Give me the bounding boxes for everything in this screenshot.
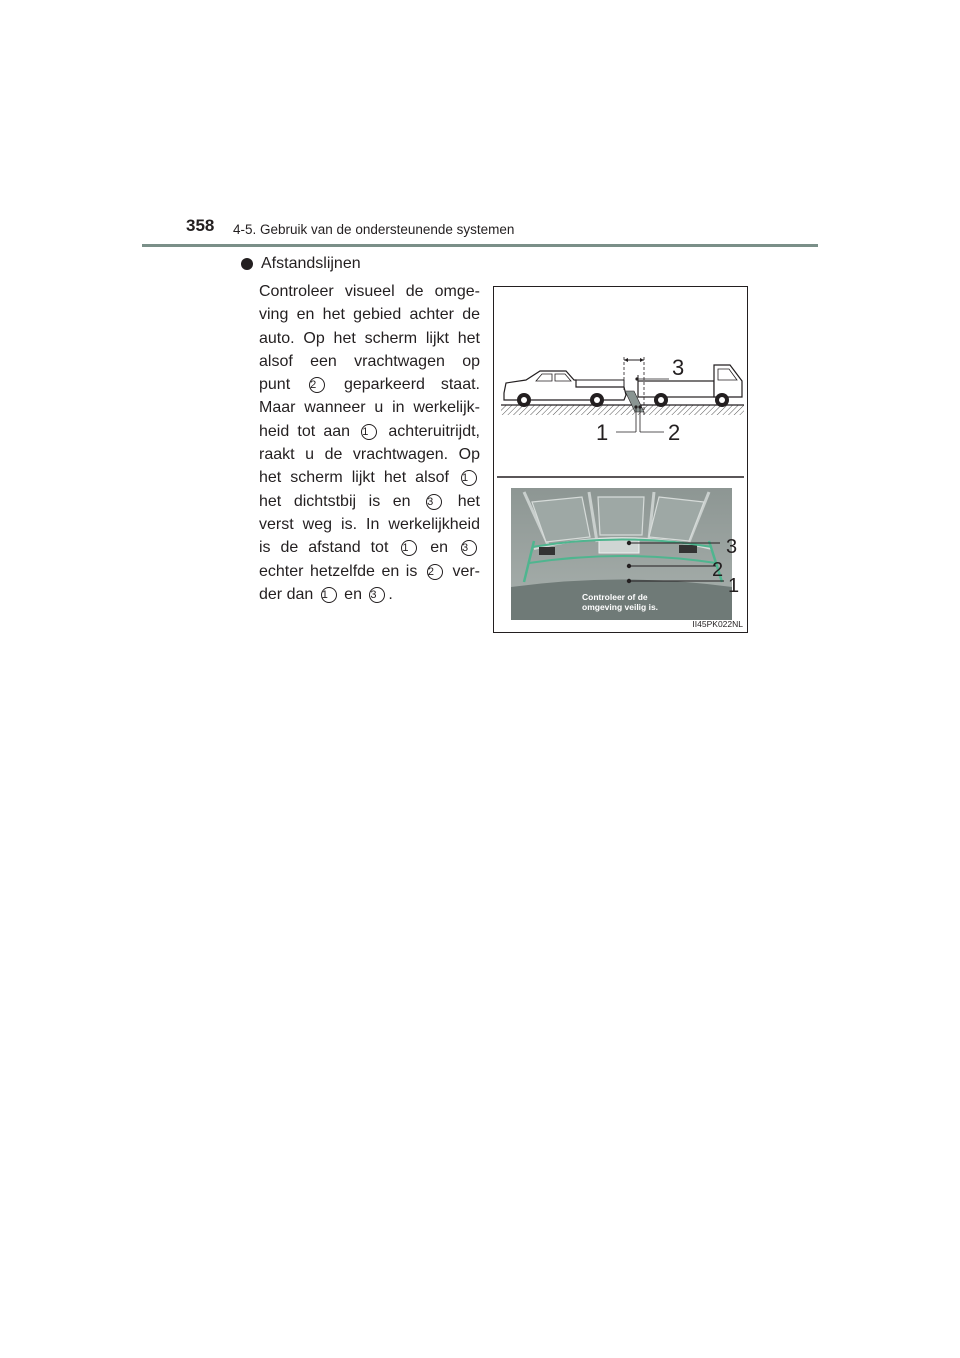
body-paragraph bbox=[259, 280, 480, 606]
header-divider bbox=[142, 244, 818, 247]
illustration-figure bbox=[493, 286, 748, 633]
marker-1: 1 bbox=[361, 424, 377, 440]
text-fragment: punt bbox=[259, 376, 291, 394]
text-fragment: en bbox=[430, 539, 449, 557]
text-line bbox=[259, 420, 480, 443]
text-line: ving en het gebied achter de bbox=[259, 306, 480, 324]
text-line: Maar wanneer u in werkelijk- bbox=[259, 399, 480, 417]
screen-label-2: 2 bbox=[712, 559, 724, 581]
ground-hatch bbox=[501, 405, 744, 415]
text-line: alsof een vrachtwagen op bbox=[259, 352, 480, 370]
pickup-truck-icon bbox=[504, 371, 626, 407]
text-fragment: heid tot aan bbox=[259, 422, 351, 440]
figure-code: II45PK022NL bbox=[692, 619, 743, 629]
marker-3: 3 bbox=[426, 494, 442, 510]
marker-2: 2 bbox=[309, 377, 325, 393]
label-2: 2 bbox=[668, 420, 681, 445]
marker-3: 3 bbox=[461, 540, 477, 556]
text-fragment: . bbox=[388, 585, 393, 603]
text-line: Controleer visueel de omge- bbox=[259, 283, 480, 300]
side-view-scene bbox=[501, 355, 744, 445]
marker-2: 2 bbox=[427, 564, 443, 580]
page-number: 358 bbox=[186, 216, 215, 235]
marker-1: 1 bbox=[401, 540, 417, 556]
label-3: 3 bbox=[672, 355, 685, 380]
marker-3: 3 bbox=[369, 587, 385, 603]
text-line: auto. Op het scherm lijkt het bbox=[259, 329, 480, 347]
screen-label-1: 1 bbox=[728, 575, 740, 597]
text-fragment: geparkeerd staat. bbox=[343, 376, 480, 394]
text-line bbox=[259, 560, 480, 583]
text-fragment: het scherm lijkt het alsof bbox=[259, 469, 449, 487]
camera-caption: Controleer of de omgeving veilig is. bbox=[582, 592, 659, 612]
heading-text: Afstandslijnen bbox=[261, 255, 361, 272]
text-fragment: is de afstand tot bbox=[259, 539, 389, 557]
text-line bbox=[259, 373, 480, 396]
text-fragment: ver- bbox=[452, 562, 481, 580]
section-title: 4-5. Gebruik van de ondersteunende systemen bbox=[233, 222, 515, 237]
text-line: verst weg is. In werkelijkheid bbox=[259, 515, 480, 533]
marker-1: 1 bbox=[321, 587, 337, 603]
label-1: 1 bbox=[596, 420, 609, 445]
text-fragment: het dichtstbij is en bbox=[259, 492, 411, 510]
text-line bbox=[259, 466, 480, 489]
bullet-heading bbox=[241, 255, 361, 273]
screen-label-3: 3 bbox=[726, 536, 738, 558]
bullet-icon bbox=[241, 258, 253, 270]
text-fragment: achteruitrijdt, bbox=[388, 422, 480, 440]
text-line bbox=[259, 490, 480, 513]
text-fragment: echter hetzelfde en is bbox=[259, 562, 418, 580]
illustration-svg bbox=[494, 287, 747, 632]
text-line: raakt u de vrachtwagen. Op bbox=[259, 446, 480, 464]
text-line bbox=[259, 536, 480, 559]
text-fragment: het bbox=[457, 492, 480, 510]
text-line bbox=[259, 583, 480, 606]
marker-1: 1 bbox=[461, 470, 477, 486]
truck-icon bbox=[638, 365, 742, 407]
text-fragment: der dan bbox=[259, 585, 314, 603]
text-fragment: en bbox=[344, 585, 362, 603]
